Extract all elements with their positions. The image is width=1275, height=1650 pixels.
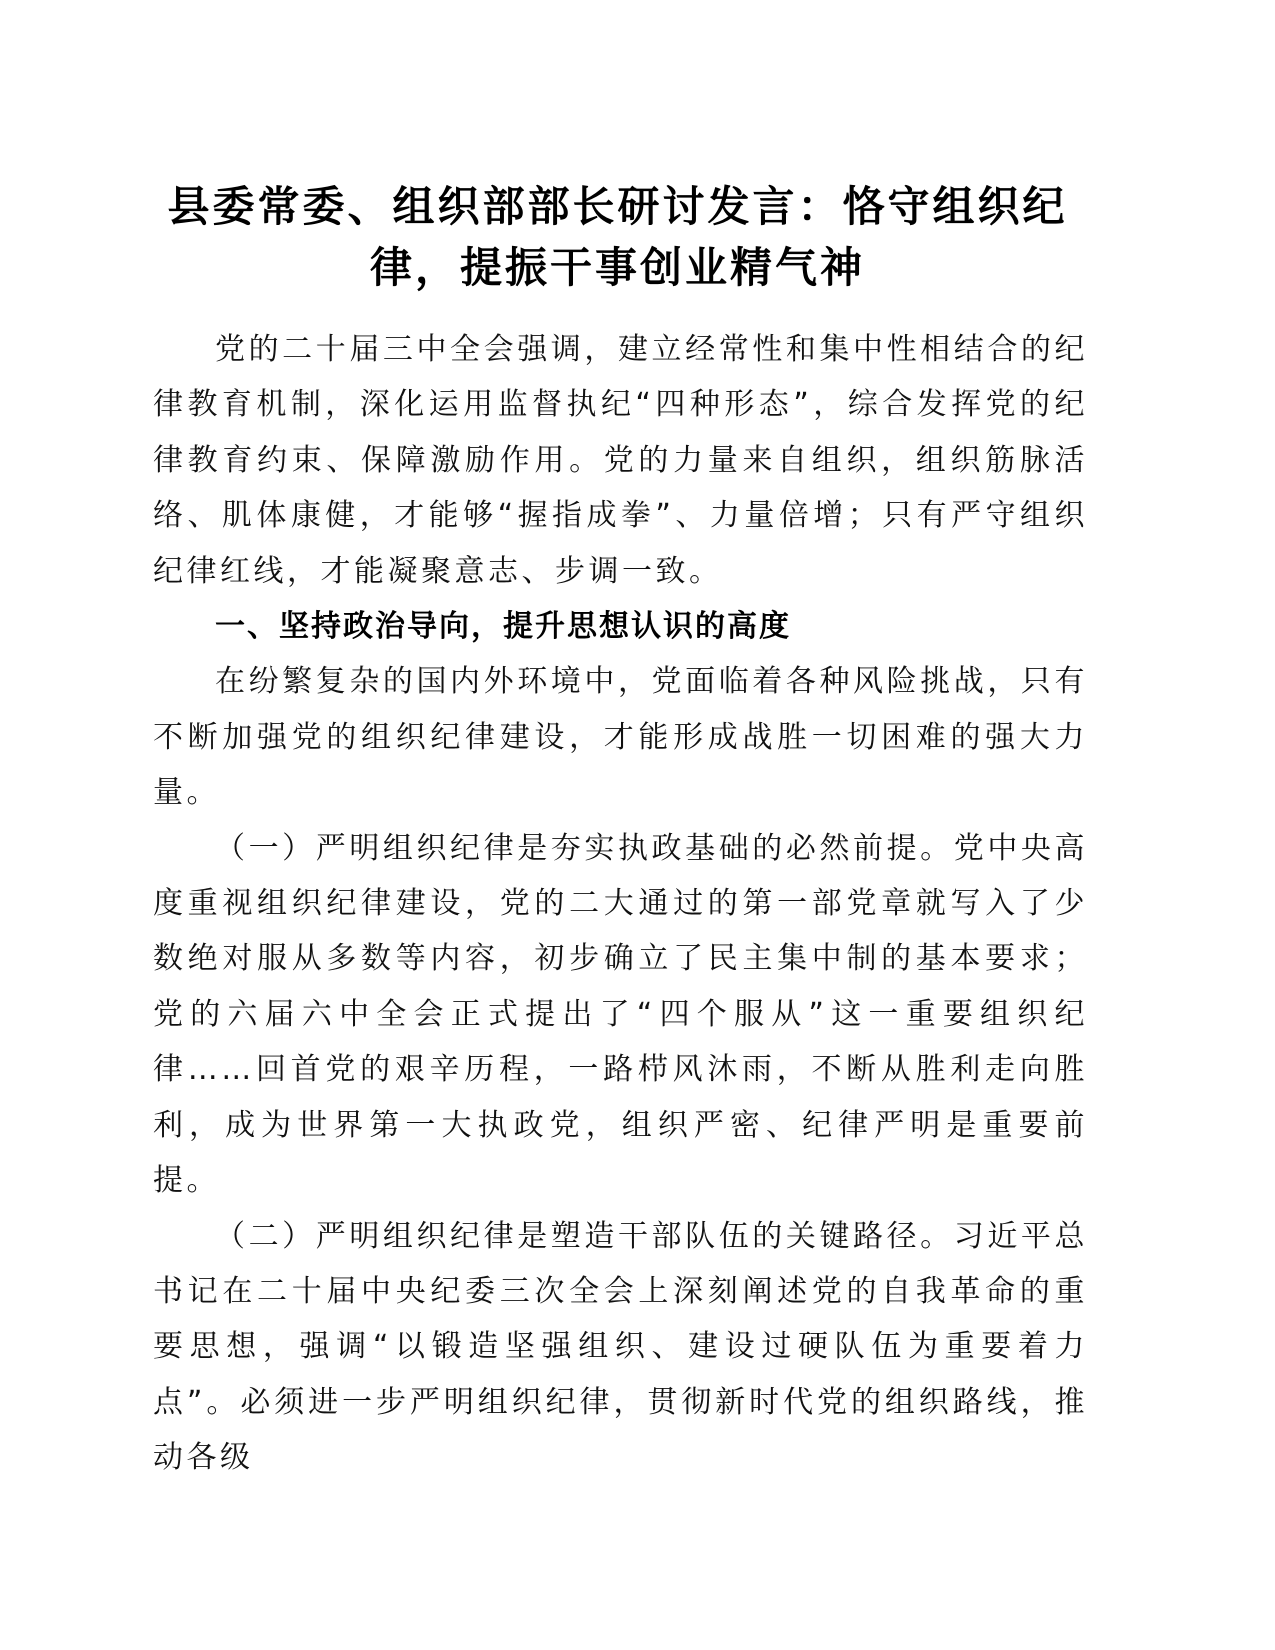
section-intro-paragraph: 在纷繁复杂的国内外环境中，党面临着各种风险挑战，只有不断加强党的组织纪律建设，才能形成战胜一切困难的强大力量。 xyxy=(153,664,1088,811)
document-title: 县委常委、组织部部长研讨发言：恪守组织纪律，提振干事创业精气神 xyxy=(167,182,1068,292)
document-body xyxy=(153,322,1088,1486)
intro-paragraph: 党的二十届三中全会强调，建立经常性和集中性相结合的纪律教育机制，深化运用监督执纪“四种形态”，综合发挥党的纪律教育约束、保障激励作用。党的力量来自组织，组织筋脉活络、肌体康健，才能够“握指成拳”、力量倍增；只有严守组织纪律红线，才能凝聚意志、步调一致。 xyxy=(153,332,1088,589)
section-heading: 一、坚持政治导向，提升思想认识的高度 xyxy=(215,609,791,645)
subsection-two-paragraph: （二）严明组织纪律是塑造干部队伍的关键路径。习近平总书记在二十届中央纪委三次全会上深刻阐述党的自我革命的重要思想，强调“以锻造坚强组织、建设过硬队伍为重要着力点”。必须进一步严明组织纪律，贯彻新时代党的组织路线，推动各级 xyxy=(153,1218,1088,1476)
subsection-one-paragraph: （一）严明组织纪律是夯实执政基础的必然前提。党中央高度重视组织纪律建设，党的二大通过的第一部党章就写入了少数绝对服从多数等内容，初步确立了民主集中制的基本要求；党的六届六中全会正式提出了“四个服从”这一重要组织纪律……回首党的艰辛历程，一路栉风沐雨，不断从胜利走向胜利，成为世界第一大执政党，组织严密、纪律严明是重要前提。 xyxy=(153,830,1088,1199)
